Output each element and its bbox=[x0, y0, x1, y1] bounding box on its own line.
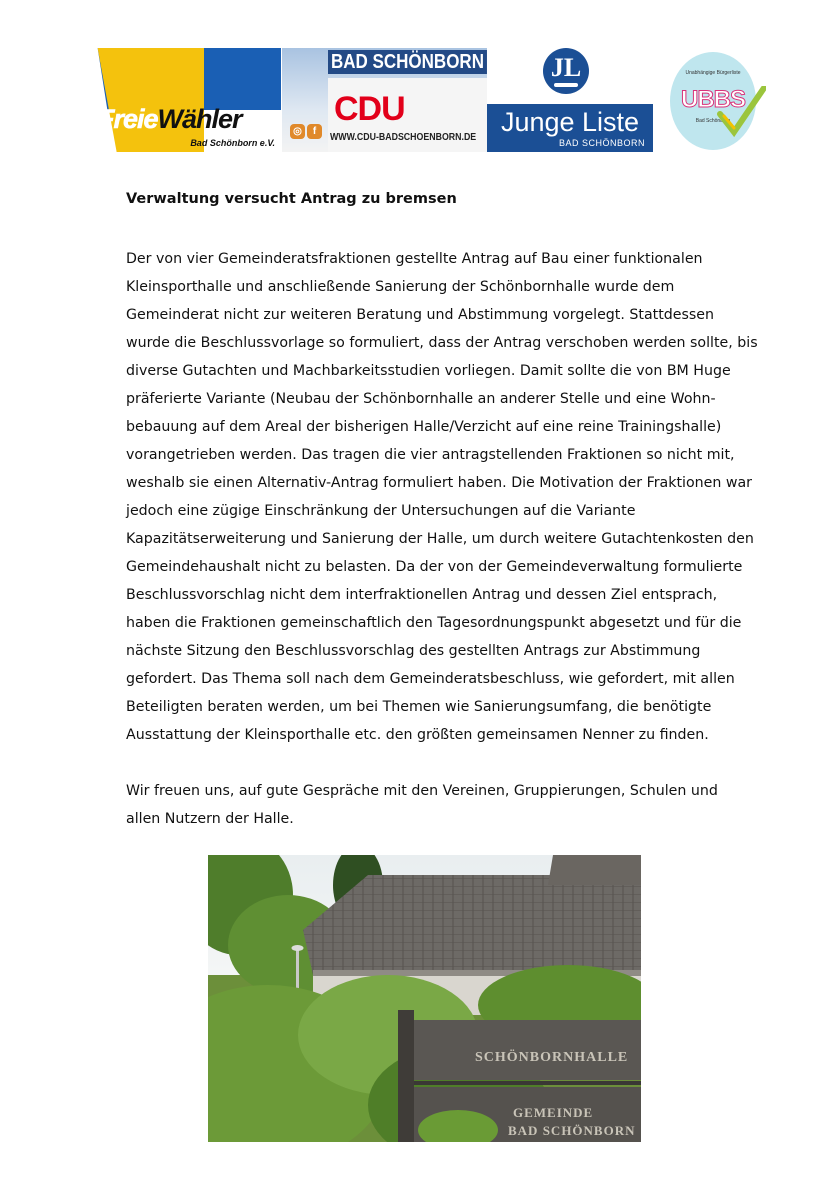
ubbs-top-text: Unabhängige Bürgerliste bbox=[685, 70, 741, 76]
text-line: diverse Gutachten und Machbarkeitsstudien vorliegen. Damit sollte die von BM Huge bbox=[126, 363, 731, 379]
text-line: jedoch eine zügige Einschränkung der Untersuchungen auf die Variante bbox=[126, 503, 636, 519]
article-paragraph-1 bbox=[126, 245, 758, 749]
schoenbornhalle-photo bbox=[208, 855, 641, 1142]
junge-liste-logo bbox=[487, 48, 653, 152]
ubbs-bottom-text: Bad Schönborn bbox=[695, 118, 731, 124]
freie-waehler-wordmark: FreieWähler bbox=[98, 104, 242, 134]
text-line: Ausstattung der Kleinsporthalle etc. den größten gemeinsamen Nenner zu finden. bbox=[126, 727, 709, 743]
cdu-wordmark: CDU bbox=[334, 90, 405, 128]
freie-waehler-subtitle: Bad Schönborn e.V. bbox=[190, 138, 275, 148]
article-paragraph-2 bbox=[126, 777, 736, 833]
sign-town-text: BAD SCHÖNBORN bbox=[508, 1123, 636, 1138]
text-line: wurde die Beschlussvorlage so formuliert, dass der Antrag verschoben werden sollte, bis bbox=[126, 335, 758, 351]
text-line: gefordert. Das Thema soll nach dem Gemeinderatsbeschluss, wie gefordert, mit allen bbox=[126, 671, 735, 687]
text-line: Kleinsporthalle und anschließende Sanierung der Schönbornhalle wurde dem bbox=[126, 279, 675, 295]
cdu-logo bbox=[282, 48, 487, 152]
ubbs-logo bbox=[670, 52, 766, 152]
text-line: Der von vier Gemeinderatsfraktionen gestellte Antrag auf Bau einer funktionalen bbox=[126, 251, 703, 267]
facebook-icon: f bbox=[307, 124, 322, 139]
cdu-location-banner: BAD SCHÖNBORN bbox=[328, 50, 487, 74]
ubbs-wordmark: UBBS bbox=[680, 86, 745, 113]
cdu-url: WWW.CDU-BADSCHOENBORN.DE bbox=[330, 132, 477, 143]
junge-liste-title: Junge Liste bbox=[500, 107, 640, 137]
text-line: präferierte Variante (Neubau der Schönbornhalle an anderer Stelle und eine Wohn- bbox=[126, 391, 716, 407]
text-line: Gemeinderat nicht zur weiteren Beratung und Abstimmung vorgelegt. Stattdessen bbox=[126, 307, 715, 323]
text-line: Beteiligten beraten werden, um bei Themen wie Sanierungsumfang, die benötigte bbox=[126, 699, 712, 715]
text-line: nächste Sitzung den Beschlussvorschlag des gestellten Antrags zur Abstimmung bbox=[126, 643, 701, 659]
text-line: bebauung auf dem Areal der bisherigen Halle/Verzicht auf eine reine Trainingshalle) bbox=[126, 419, 722, 435]
junge-liste-subtitle: BAD SCHÖNBORN bbox=[558, 138, 645, 148]
social-icons bbox=[290, 124, 322, 140]
text-line: haben die Fraktionen gemeinschaftlich den Tagesordnungspunkt abgesetzt und für die bbox=[126, 615, 742, 631]
text-line: Wir freuen uns, auf gute Gespräche mit den Vereinen, Gruppierungen, Schulen und bbox=[126, 783, 718, 799]
article-heading: Verwaltung versucht Antrag zu bremsen bbox=[126, 191, 457, 207]
text-line: vorangetrieben werden. Das tragen die vier antragstellenden Fraktionen so nicht mit, bbox=[126, 447, 735, 463]
freie-waehler-logo bbox=[92, 48, 281, 152]
checkmark-icon bbox=[716, 86, 766, 138]
text-line: allen Nutzern der Halle. bbox=[126, 811, 294, 827]
text-line: Beschlussvorschlag nicht dem interfraktionellen Antrag und dessen Ziel entsprach, bbox=[126, 587, 718, 603]
junge-liste-emblem: JL bbox=[543, 48, 589, 94]
sign-name-text: SCHÖNBORNHALLE bbox=[475, 1050, 629, 1065]
text-line: Kapazitätserweiterung und Sanierung der Halle, um durch weitere Gutachtenkosten den bbox=[126, 531, 754, 547]
sign-municipality-text: GEMEINDE bbox=[513, 1105, 594, 1120]
instagram-icon: ◎ bbox=[290, 124, 305, 139]
text-line: weshalb sie einen Alternativ-Antrag formuliert haben. Die Motivation der Fraktionen war bbox=[126, 475, 752, 491]
text-line: Gemeindehaushalt nicht zu belasten. Da der von der Gemeindeverwaltung formulierte bbox=[126, 559, 743, 575]
